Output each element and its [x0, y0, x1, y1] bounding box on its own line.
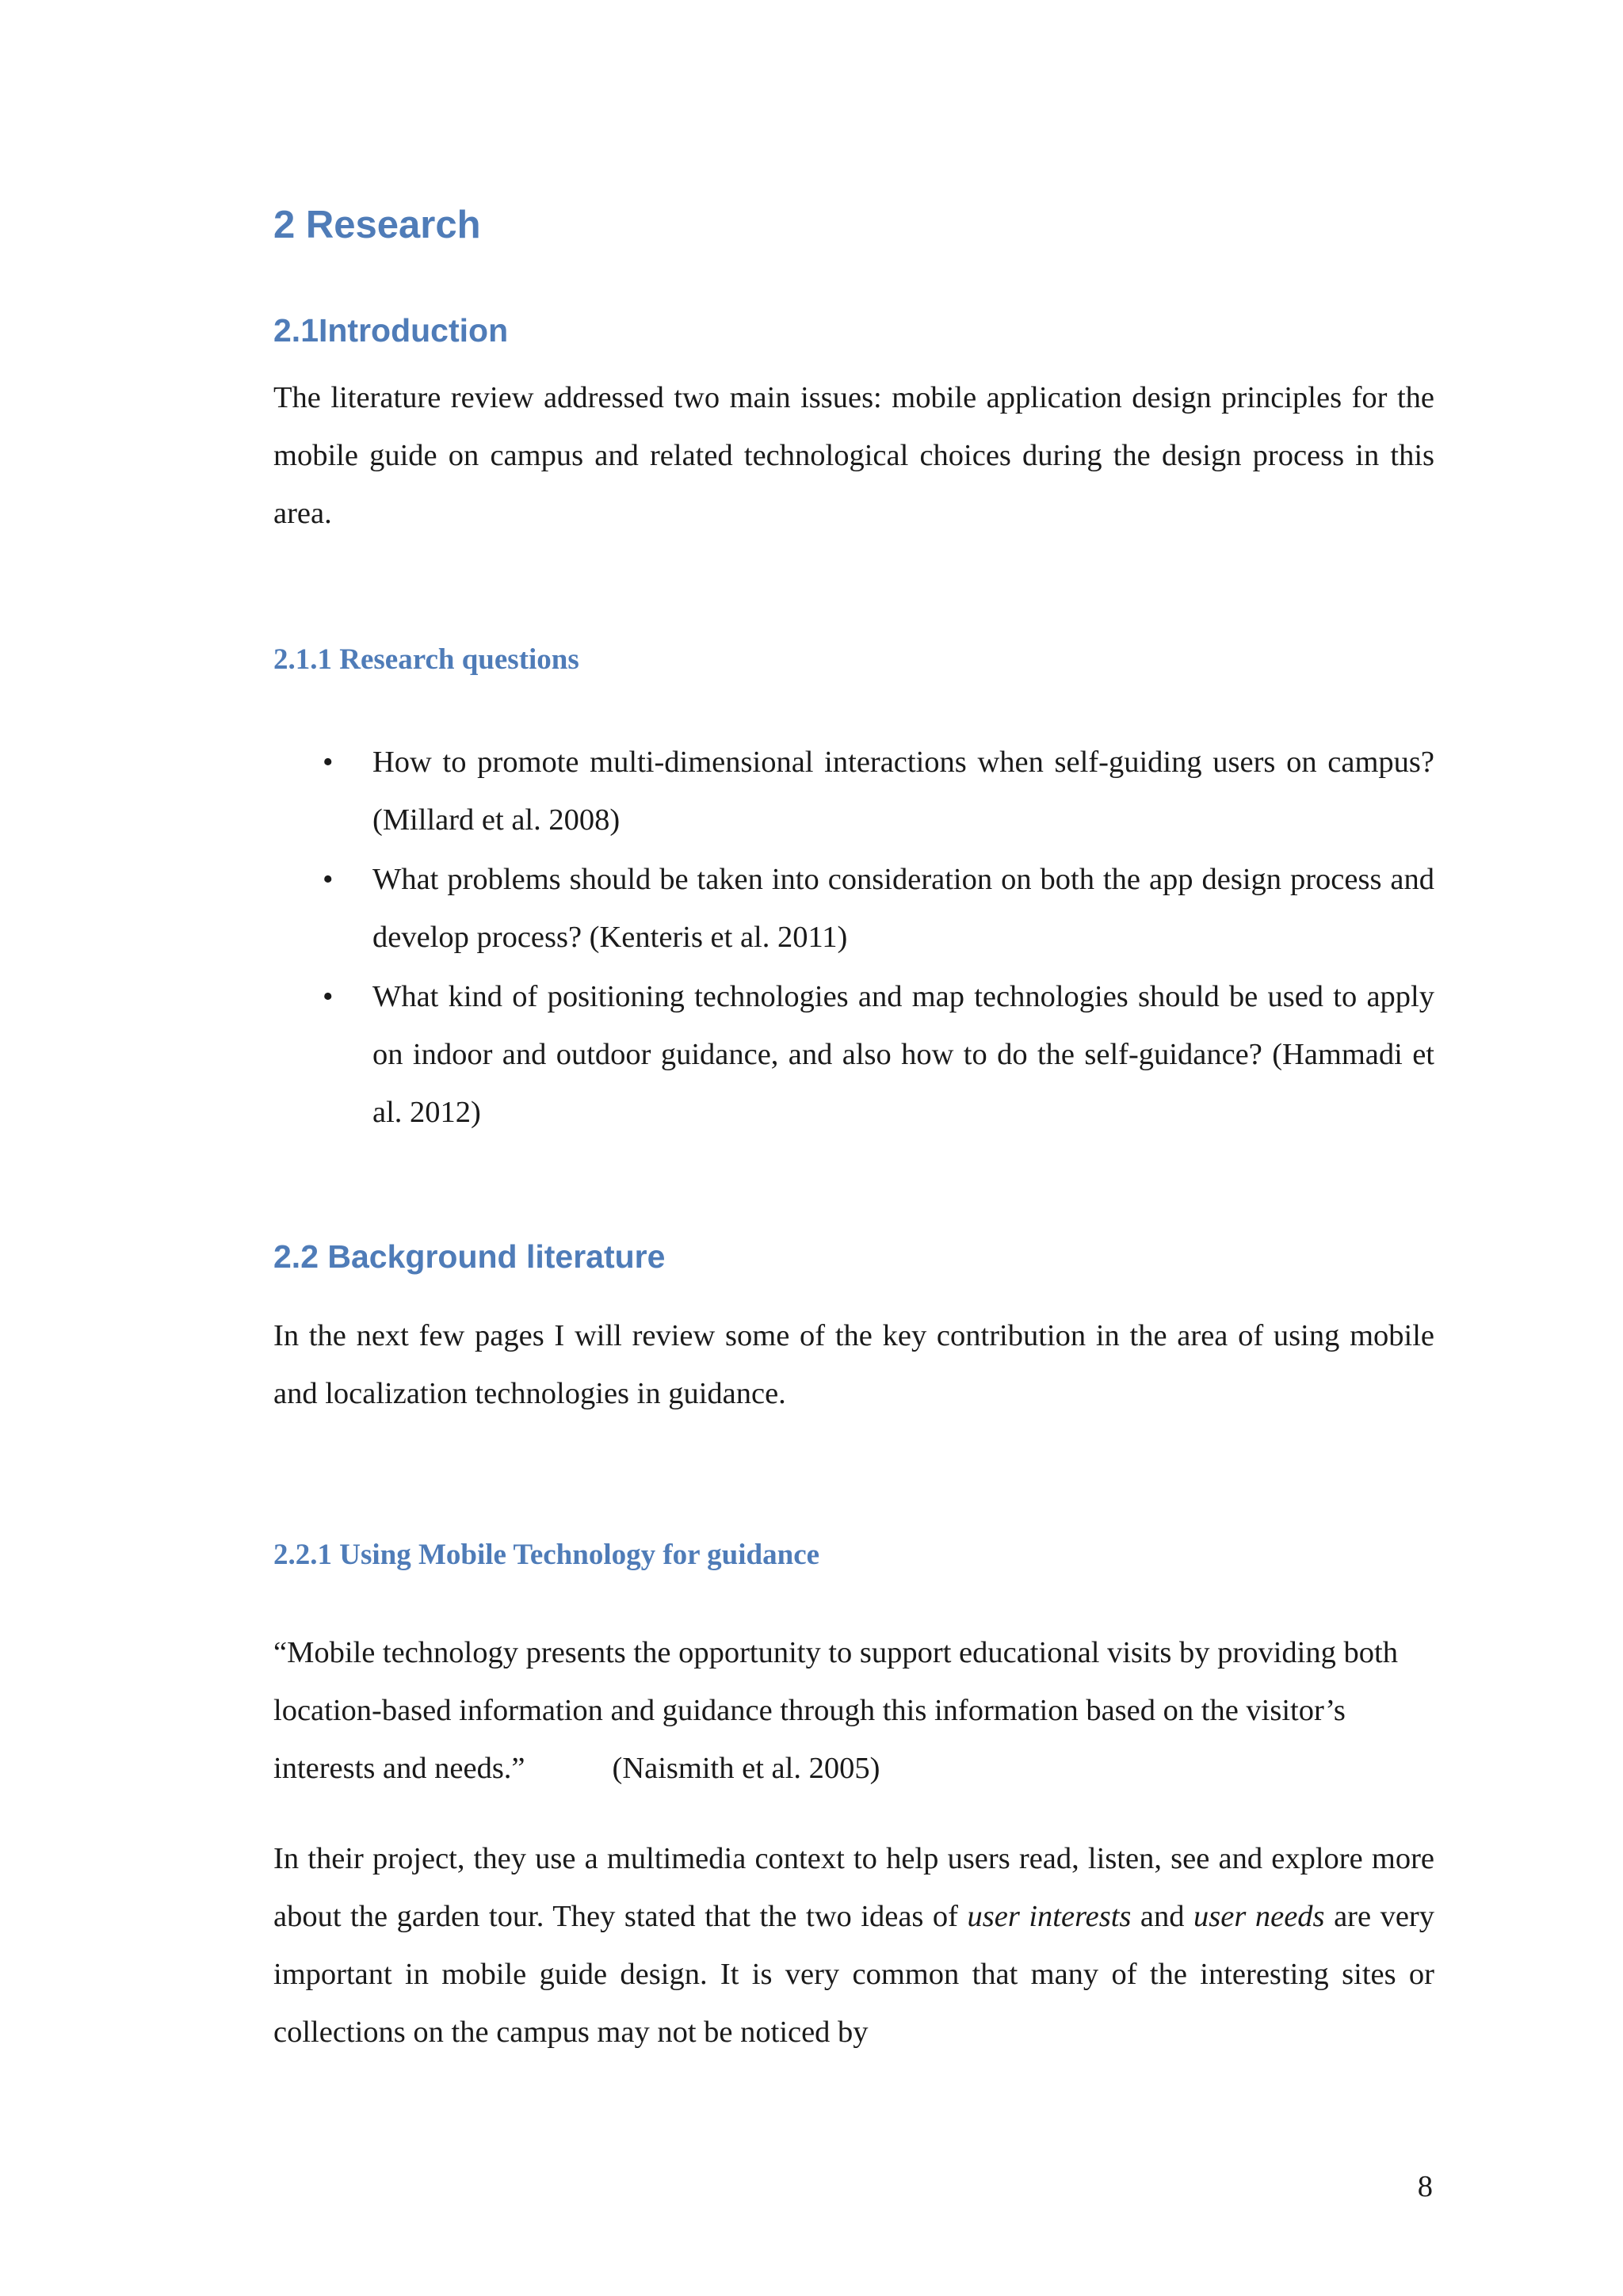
page-number: 8	[1417, 2170, 1433, 2203]
background-paragraph: In the next few pages I will review some of the key contribution in the area of using mobile and localization technologies in guidance.	[273, 1319, 1434, 1410]
bullet-icon: •	[323, 863, 334, 896]
research-questions-list	[273, 734, 1434, 1143]
bullet-icon: •	[323, 980, 334, 1013]
introduction-paragraph: The literature review addressed two main issues: mobile application design principles for the mobile guide on campus and related technological choices during the design process in this area.	[273, 381, 1434, 530]
mobile-guidance-paragraph	[273, 1830, 1434, 2061]
paragraph-text: are very important in mobile guide design. It is very common that many of the interesting sites or collections on the campus may not be noticed by	[273, 1900, 1435, 2049]
paragraph-text: and	[1131, 1900, 1194, 1933]
quote-paragraph	[273, 1624, 1434, 1798]
list-item-text: How to promote multi-dimensional interactions when self-guiding users on campus? (Millard et al. 2008)	[372, 746, 1434, 837]
list-item-text: What problems should be taken into consideration on both the app design process and develop process? (Kenteris et al. 2011)	[372, 863, 1434, 954]
bullet-icon: •	[323, 746, 334, 779]
chapter-heading: 2 Research	[273, 204, 481, 246]
quote-citation: (Naismith et al. 2005)	[612, 1752, 880, 1785]
list-item	[273, 734, 1434, 849]
subsection-heading-research-questions: 2.1.1 Research questions	[273, 643, 579, 676]
list-item	[273, 851, 1434, 967]
emphasis-user-needs: user needs	[1193, 1900, 1325, 1933]
section-heading-background: 2.2 Background literature	[273, 1238, 666, 1275]
paragraph-text: In their project, they use a multimedia context to help users read, listen, see and explore more about the garden tour. They stated that the two ideas of	[273, 1842, 1434, 1933]
section-heading-introduction: 2.1Introduction	[273, 312, 509, 349]
list-item-text: What kind of positioning technologies and map technologies should be used to apply on indoor and outdoor guidance, and also how to do the self-guidance? (Hammadi et al. 2012)	[372, 980, 1434, 1129]
subsection-heading-mobile-technology: 2.2.1 Using Mobile Technology for guidance	[273, 1539, 820, 1571]
list-item	[273, 968, 1434, 1142]
quote-text: “Mobile technology presents the opportunity to support educational visits by providing both location-based information and guidance through this information based on the visitor’s interests and needs.”	[273, 1636, 1398, 1785]
emphasis-user-interests: user interests	[967, 1900, 1132, 1933]
